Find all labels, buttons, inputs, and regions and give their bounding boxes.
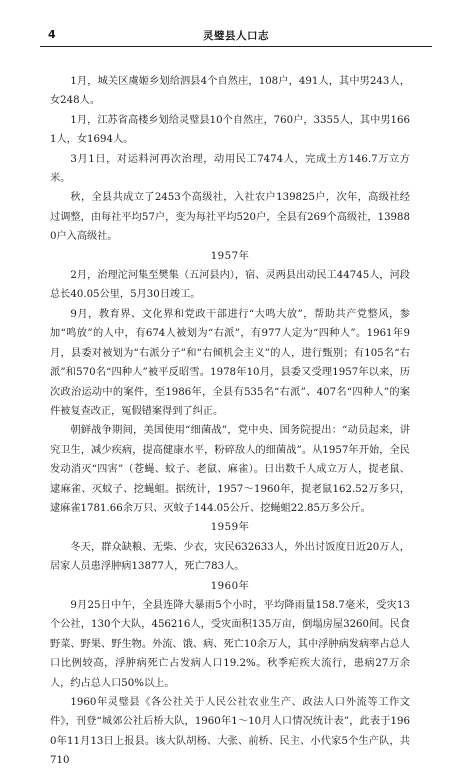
year-heading: 1959年 xyxy=(210,522,250,534)
paragraph: 1月，江苏省高楼乡划给灵璧县10个自然庄，760户，3355人，其中男1661人，女1694人。 xyxy=(50,114,410,146)
paragraph: 1960年灵璧县《各公社关于人民公社农业生产、政法人口外流等工作文件》，刊登“城郊公社后桥大队，1960年1～10月人口情况统计表”，此表于1960年11月13日上报县。该大队胡杨、大张、前桥、民主、小代家5个生产队，共710 xyxy=(50,697,410,767)
paragraph: 秋，全县共成立了2453个高级社，入社农户139825户，次年，高级社经过调整，由每社平均57户，变为每社平均520户，全县有269个高级社，139880户入高级社。 xyxy=(50,192,410,243)
paragraph: 2月，治理沱河集至樊集（五河县内），宿、灵两县出动民工44745人，河段总长40.05公里，5月30日竣工。 xyxy=(50,270,410,301)
year-heading: 1960年 xyxy=(210,580,250,592)
paragraph: 9月，教育界、文化界和党政干部进行“大鸣大放”，帮助共产党整风，参加“鸣放”的人中，有674人被划为“右派”，有977人定为“四种人”。1961年9月，县委对被划为“右派分子”和“右倾机会主义”的人，进行甄别；有105名“右派”和570名“四种人”被平反昭雪。1978年10月，县委又受理1957年以来，历次政治运动中的案件，至1986年，全县有535名“右派”、407名“四种人”的案件被复查改正，冤假错案得到了纠正。 xyxy=(50,308,410,417)
paragraph: 冬天，群众缺粮、无柴、少衣，灾民632633人，外出讨饭度日近20万人，居家人员患浮肿病13877人，死亡783人。 xyxy=(50,541,410,573)
paragraph: 朝鲜战争期间，美国使用“细菌战”，党中央、国务院提出：“动员起来，讲究卫生，减少疾病，提高健康水平，粉碎敌人的细菌战”。从1957年开始，全民发动消灭“四害”（苍蝇、蚊子、老鼠、麻雀）。日出数千人成立万人，捉老鼠、逮麻雀、灭蚊子、挖蝇蛆。据统计，1957～1960年，捉老鼠162.52万多只，逮麻雀1781.66余万只、灭蚊子144.05公斤、挖蝇蛆22.85万多公斤。 xyxy=(50,425,410,514)
page-header xyxy=(40,26,432,47)
page-body xyxy=(50,72,410,771)
page-number: 4 xyxy=(48,28,56,41)
year-heading: 1957年 xyxy=(210,250,250,262)
paragraph: 9月25日中午，全县连降大暴雨5个小时，平均降雨量158.7毫米，受灾13个公社，130个大队，456216人，受灾面积135万亩，倒塌房屋3260间。民食野菜、野果、野生物。外流、饿、病、死亡10余万人，其中浮肿病发病率占总人口比例较高，浮肿病死亡占发病人口19.2%。秋季疟疾大流行，患病27万余人，约占总人口50%以上。 xyxy=(50,599,410,689)
running-title: 灵璧县人口志 xyxy=(203,30,269,42)
paragraph: 3月1日，对运料河再次治理，动用民工7474人，完成土方146.7万立方米。 xyxy=(50,153,410,185)
paragraph: 1月，城关区虞姬乡划给泗县4个自然庄，108户，491人，其中男243人，女248人。 xyxy=(50,76,410,107)
